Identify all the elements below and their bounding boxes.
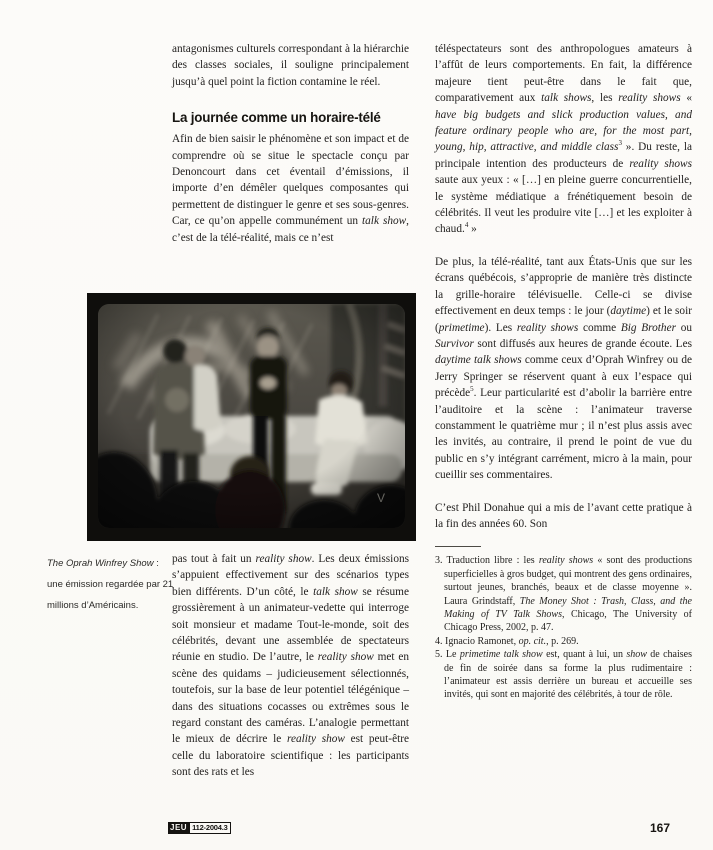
left-column bbox=[172, 41, 409, 246]
continued-paragraph: antagonismes culturels correspondant à la hiérarchie des classes sociales, il souligne principalement jusqu’à quel point la fiction contamine le réel. bbox=[172, 43, 409, 88]
body-paragraph: C’est Phil Donahue qui a mis de l’avant cette pratique à la fin des années 60. Son bbox=[435, 501, 692, 530]
jeu-logo: JEU bbox=[170, 823, 188, 832]
figure-caption: The Oprah Winfrey Show : une émission regardée par 21 millions d’Américains. bbox=[47, 558, 174, 611]
issue-number: 112-2004.3 bbox=[189, 822, 231, 834]
photo-vignette bbox=[98, 304, 405, 528]
footnote: 4. Ignacio Ramonet, op. cit., p. 269. bbox=[435, 635, 579, 647]
footnote-divider bbox=[435, 546, 481, 547]
journal-issue-badge bbox=[168, 822, 231, 834]
body-paragraph: Afin de bien saisir le phénomène et son impact et de comprendre où se situe le spectacle conçu par Denoncourt dans cet éventail d’émissions, il importe d’en démêler quelques composantes qui permettent de distinguer le genre et ses sous-genres. Car, ce qu’on appelle communément un talk show, c’est de la télé-réalité, mais ce n’est bbox=[172, 133, 409, 244]
body-paragraph: téléspectateurs sont des anthropologues amateurs à l’affût de leurs comportements. En fait, la différence majeure tient peut-être dans le fait que, comparativement aux talk shows, les reality shows « have big budgets and slick production values, and feature ordinary people who are, for the most part, young, hip, attractive, and middle class$^3$ ». Du reste, la principale intention des producteurs de reality shows saute aux yeux : « […] en pleine guerre concurrentielle, le système médiatique a frénétiquement besoin de célébrités. Il veut les produire vite […] et les exploiter à chaud.$^4$ » bbox=[435, 43, 692, 236]
page-number: 167 bbox=[649, 821, 670, 835]
footnote: 5. Le primetime talk show est, quant à lui, un show de chaises de fin de soirée dans sa forme la plus rudimentaire : l’animateur est assis derrière un bureau et accueille ses invités, qui sont en majorité des célébrités, à tour de rôle. bbox=[435, 649, 692, 701]
body-paragraph: pas tout à fait un reality show. Les deux émissions s’appuient effectivement sur des scénarios types bien différents. D’un côté, le talk show se résume grossièrement à un animateur-vedette qui interroge soit monsieur et madame Tout-le-monde, soit des célébrités, devant une assemblée de spectateurs réunie en studio. De l’autre, le reality show met en scène des quidams – judicieusement sélectionnés, toutefois, sur la base de leur potentiel télégénique – dans des situations cocasses ou extrêmes sous le regard constant des caméras. L’analogie permettant le mieux de décrire le reality show est peut-être celle du laboratoire scientifique : les participants sont des rats et les bbox=[172, 553, 410, 779]
right-column bbox=[435, 41, 692, 702]
talk-show-photo bbox=[88, 294, 415, 540]
talk-show-photo-image bbox=[98, 304, 405, 528]
section-heading: La journée comme un horaire-télé bbox=[172, 110, 381, 126]
footnote: 3. Traduction libre : les reality shows « sont des productions superficielles à gros budget, qui montrent des gens ordinaires, surtout jeunes, branchés, beaux et de classe moyenne ». Laura Grindstaff, The Money Shot : Trash, Class, and the Making of TV Talk Shows, Chicago, The University of Chicago Press, 2002, p. 47. bbox=[435, 555, 693, 634]
body-paragraph: De plus, la télé-réalité, tant aux États-Unis que sur les écrans québécois, s’approprie de manière très distincte la grille-horaire télévisuelle. Celle-ci se divise effectivement en deux temps : le jour (daytime) et le soir (primetime). Les reality shows comme Big Brother ou Survivor sont diffusés aux heures de grande écoute. Les daytime talk shows comme ceux d’Oprah Winfrey ou de Jerry Springer se réservent quant à eux l’espace qui précède$^5$. Leur particularité est d’abolir la barrière entre l’auditoire et la scène : l’animateur traverse constamment le quatrième mur ; il n’est plus assis avec les invités, au contraire, il prend le point de vue du public en s’y intégrant carrément, micro à la main, pour cueillir ses commentaires. bbox=[435, 255, 692, 482]
